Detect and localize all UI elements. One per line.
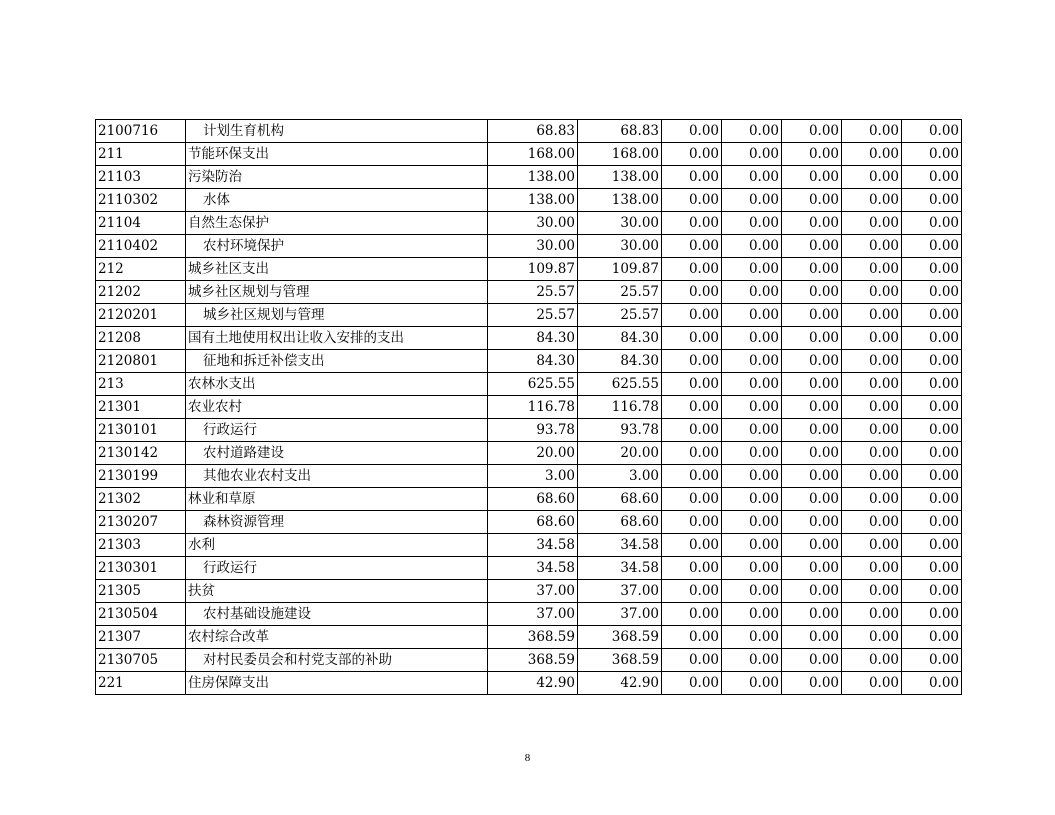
- table-row: [96, 557, 962, 580]
- subject-name-cell: 农林水支出: [186, 373, 488, 396]
- subject-code-cell: 2130301: [96, 557, 186, 580]
- amount-cell: 168.00: [488, 143, 578, 166]
- amount-cell: 0.00: [662, 396, 722, 419]
- amount-cell: 0.00: [842, 488, 902, 511]
- amount-cell: 68.60: [488, 488, 578, 511]
- page-number: 8: [524, 752, 531, 764]
- subject-name-cell: 农村基础设施建设: [186, 603, 488, 626]
- amount-cell: 0.00: [782, 189, 842, 212]
- amount-cell: 0.00: [842, 120, 902, 143]
- table-row: [96, 603, 962, 626]
- amount-cell: 0.00: [662, 304, 722, 327]
- amount-cell: 84.30: [488, 327, 578, 350]
- amount-cell: 0.00: [662, 649, 722, 672]
- amount-cell: 0.00: [662, 442, 722, 465]
- amount-cell: 0.00: [842, 304, 902, 327]
- amount-cell: 138.00: [578, 189, 662, 212]
- amount-cell: 0.00: [902, 557, 962, 580]
- amount-cell: 0.00: [722, 580, 782, 603]
- subject-code-cell: 2130101: [96, 419, 186, 442]
- subject-code-cell: 2100716: [96, 120, 186, 143]
- subject-name-cell: 计划生育机构: [186, 120, 488, 143]
- amount-cell: 84.30: [578, 327, 662, 350]
- subject-code-cell: 2130199: [96, 465, 186, 488]
- amount-cell: 0.00: [842, 327, 902, 350]
- amount-cell: 0.00: [842, 212, 902, 235]
- amount-cell: 0.00: [902, 396, 962, 419]
- amount-cell: 0.00: [662, 281, 722, 304]
- amount-cell: 0.00: [722, 235, 782, 258]
- table-row: [96, 419, 962, 442]
- amount-cell: 625.55: [488, 373, 578, 396]
- amount-cell: 0.00: [662, 603, 722, 626]
- amount-cell: 0.00: [722, 419, 782, 442]
- amount-cell: 0.00: [662, 626, 722, 649]
- amount-cell: 368.59: [488, 626, 578, 649]
- amount-cell: 25.57: [578, 281, 662, 304]
- amount-cell: 0.00: [782, 557, 842, 580]
- amount-cell: 0.00: [722, 672, 782, 695]
- amount-cell: 37.00: [488, 603, 578, 626]
- amount-cell: 0.00: [722, 603, 782, 626]
- amount-cell: 0.00: [902, 419, 962, 442]
- amount-cell: 37.00: [488, 580, 578, 603]
- table-row: [96, 465, 962, 488]
- amount-cell: 0.00: [842, 580, 902, 603]
- amount-cell: 0.00: [662, 534, 722, 557]
- amount-cell: 0.00: [782, 488, 842, 511]
- amount-cell: 0.00: [842, 189, 902, 212]
- subject-name-cell: 住房保障支出: [186, 672, 488, 695]
- subject-code-cell: 21202: [96, 281, 186, 304]
- subject-name-cell: 自然生态保护: [186, 212, 488, 235]
- amount-cell: 0.00: [662, 511, 722, 534]
- amount-cell: 0.00: [842, 557, 902, 580]
- amount-cell: 0.00: [902, 373, 962, 396]
- amount-cell: 116.78: [488, 396, 578, 419]
- amount-cell: 0.00: [842, 396, 902, 419]
- amount-cell: 0.00: [722, 258, 782, 281]
- amount-cell: 0.00: [722, 511, 782, 534]
- amount-cell: 0.00: [842, 281, 902, 304]
- subject-code-cell: 21104: [96, 212, 186, 235]
- amount-cell: 0.00: [782, 534, 842, 557]
- subject-code-cell: 2130705: [96, 649, 186, 672]
- amount-cell: 68.83: [488, 120, 578, 143]
- amount-cell: 0.00: [902, 304, 962, 327]
- amount-cell: 0.00: [662, 465, 722, 488]
- amount-cell: 109.87: [488, 258, 578, 281]
- amount-cell: 30.00: [488, 235, 578, 258]
- amount-cell: 0.00: [782, 258, 842, 281]
- amount-cell: 20.00: [488, 442, 578, 465]
- amount-cell: 0.00: [842, 442, 902, 465]
- subject-code-cell: 21103: [96, 166, 186, 189]
- amount-cell: 0.00: [902, 120, 962, 143]
- subject-code-cell: 2130142: [96, 442, 186, 465]
- amount-cell: 0.00: [722, 534, 782, 557]
- subject-name-cell: 行政运行: [186, 419, 488, 442]
- amount-cell: 93.78: [488, 419, 578, 442]
- amount-cell: 34.58: [578, 557, 662, 580]
- subject-name-cell: 征地和拆迁补偿支出: [186, 350, 488, 373]
- table-row: [96, 143, 962, 166]
- amount-cell: 368.59: [578, 649, 662, 672]
- amount-cell: 3.00: [578, 465, 662, 488]
- amount-cell: 0.00: [662, 166, 722, 189]
- amount-cell: 0.00: [662, 580, 722, 603]
- amount-cell: 0.00: [662, 327, 722, 350]
- budget-table: [95, 119, 962, 695]
- amount-cell: 37.00: [578, 603, 662, 626]
- amount-cell: 0.00: [902, 580, 962, 603]
- amount-cell: 0.00: [902, 258, 962, 281]
- subject-name-cell: 森林资源管理: [186, 511, 488, 534]
- subject-name-cell: 农村环境保护: [186, 235, 488, 258]
- subject-code-cell: 21208: [96, 327, 186, 350]
- subject-name-cell: 扶贫: [186, 580, 488, 603]
- amount-cell: 0.00: [662, 672, 722, 695]
- amount-cell: 0.00: [662, 189, 722, 212]
- amount-cell: 0.00: [782, 419, 842, 442]
- amount-cell: 0.00: [902, 281, 962, 304]
- amount-cell: 0.00: [842, 166, 902, 189]
- amount-cell: 0.00: [722, 143, 782, 166]
- subject-code-cell: 2130504: [96, 603, 186, 626]
- amount-cell: 37.00: [578, 580, 662, 603]
- amount-cell: 0.00: [782, 304, 842, 327]
- table-row: [96, 281, 962, 304]
- amount-cell: 0.00: [902, 465, 962, 488]
- amount-cell: 0.00: [782, 373, 842, 396]
- amount-cell: 0.00: [842, 465, 902, 488]
- subject-name-cell: 对村民委员会和村党支部的补助: [186, 649, 488, 672]
- amount-cell: 34.58: [488, 557, 578, 580]
- amount-cell: 138.00: [578, 166, 662, 189]
- amount-cell: 3.00: [488, 465, 578, 488]
- amount-cell: 34.58: [578, 534, 662, 557]
- amount-cell: 0.00: [902, 166, 962, 189]
- amount-cell: 138.00: [488, 189, 578, 212]
- amount-cell: 0.00: [842, 534, 902, 557]
- amount-cell: 68.60: [488, 511, 578, 534]
- amount-cell: 0.00: [782, 143, 842, 166]
- amount-cell: 0.00: [842, 672, 902, 695]
- amount-cell: 0.00: [902, 212, 962, 235]
- amount-cell: 0.00: [722, 442, 782, 465]
- subject-name-cell: 其他农业农村支出: [186, 465, 488, 488]
- amount-cell: 0.00: [782, 350, 842, 373]
- amount-cell: 0.00: [722, 557, 782, 580]
- amount-cell: 368.59: [488, 649, 578, 672]
- amount-cell: 0.00: [842, 419, 902, 442]
- subject-code-cell: 211: [96, 143, 186, 166]
- table-body: [96, 120, 962, 695]
- amount-cell: 0.00: [842, 143, 902, 166]
- table-row: [96, 626, 962, 649]
- amount-cell: 25.57: [488, 281, 578, 304]
- subject-name-cell: 国有土地使用权出让收入安排的支出: [186, 327, 488, 350]
- amount-cell: 0.00: [782, 327, 842, 350]
- subject-name-cell: 农业农村: [186, 396, 488, 419]
- table-row: [96, 327, 962, 350]
- amount-cell: 0.00: [782, 235, 842, 258]
- table-row: [96, 534, 962, 557]
- amount-cell: 0.00: [902, 327, 962, 350]
- table-row: [96, 304, 962, 327]
- table-row: [96, 120, 962, 143]
- amount-cell: 30.00: [578, 212, 662, 235]
- amount-cell: 0.00: [902, 350, 962, 373]
- amount-cell: 0.00: [662, 350, 722, 373]
- amount-cell: 34.58: [488, 534, 578, 557]
- amount-cell: 68.60: [578, 488, 662, 511]
- subject-code-cell: 21307: [96, 626, 186, 649]
- amount-cell: 20.00: [578, 442, 662, 465]
- subject-code-cell: 2120201: [96, 304, 186, 327]
- subject-name-cell: 城乡社区支出: [186, 258, 488, 281]
- amount-cell: 0.00: [782, 672, 842, 695]
- amount-cell: 0.00: [782, 442, 842, 465]
- amount-cell: 0.00: [902, 511, 962, 534]
- amount-cell: 0.00: [722, 350, 782, 373]
- table-row: [96, 442, 962, 465]
- amount-cell: 0.00: [782, 649, 842, 672]
- amount-cell: 0.00: [782, 166, 842, 189]
- amount-cell: 168.00: [578, 143, 662, 166]
- amount-cell: 0.00: [902, 626, 962, 649]
- amount-cell: 0.00: [722, 649, 782, 672]
- amount-cell: 25.57: [488, 304, 578, 327]
- amount-cell: 625.55: [578, 373, 662, 396]
- table-row: [96, 189, 962, 212]
- amount-cell: 0.00: [722, 465, 782, 488]
- amount-cell: 0.00: [902, 189, 962, 212]
- table-row: [96, 649, 962, 672]
- subject-code-cell: 221: [96, 672, 186, 695]
- amount-cell: 0.00: [662, 373, 722, 396]
- subject-name-cell: 农村综合改革: [186, 626, 488, 649]
- amount-cell: 0.00: [722, 212, 782, 235]
- amount-cell: 0.00: [902, 488, 962, 511]
- subject-code-cell: 21301: [96, 396, 186, 419]
- amount-cell: 0.00: [902, 649, 962, 672]
- amount-cell: 0.00: [662, 212, 722, 235]
- amount-cell: 0.00: [842, 626, 902, 649]
- amount-cell: 42.90: [488, 672, 578, 695]
- amount-cell: 0.00: [842, 350, 902, 373]
- table-row: [96, 488, 962, 511]
- amount-cell: 368.59: [578, 626, 662, 649]
- subject-name-cell: 农村道路建设: [186, 442, 488, 465]
- subject-code-cell: 21303: [96, 534, 186, 557]
- amount-cell: 0.00: [782, 120, 842, 143]
- subject-name-cell: 城乡社区规划与管理: [186, 304, 488, 327]
- amount-cell: 0.00: [662, 120, 722, 143]
- subject-name-cell: 污染防治: [186, 166, 488, 189]
- subject-code-cell: 212: [96, 258, 186, 281]
- amount-cell: 138.00: [488, 166, 578, 189]
- table-row: [96, 580, 962, 603]
- subject-name-cell: 林业和草原: [186, 488, 488, 511]
- amount-cell: 109.87: [578, 258, 662, 281]
- amount-cell: 0.00: [662, 235, 722, 258]
- amount-cell: 42.90: [578, 672, 662, 695]
- amount-cell: 0.00: [842, 649, 902, 672]
- amount-cell: 0.00: [722, 281, 782, 304]
- amount-cell: 0.00: [842, 603, 902, 626]
- subject-name-cell: 水利: [186, 534, 488, 557]
- amount-cell: 0.00: [842, 258, 902, 281]
- amount-cell: 0.00: [722, 396, 782, 419]
- amount-cell: 0.00: [662, 557, 722, 580]
- amount-cell: 0.00: [722, 120, 782, 143]
- subject-name-cell: 行政运行: [186, 557, 488, 580]
- amount-cell: 0.00: [662, 488, 722, 511]
- table-row: [96, 511, 962, 534]
- amount-cell: 68.83: [578, 120, 662, 143]
- amount-cell: 0.00: [902, 143, 962, 166]
- subject-code-cell: 21302: [96, 488, 186, 511]
- subject-code-cell: 213: [96, 373, 186, 396]
- subject-name-cell: 水体: [186, 189, 488, 212]
- amount-cell: 84.30: [488, 350, 578, 373]
- amount-cell: 0.00: [722, 327, 782, 350]
- amount-cell: 0.00: [722, 488, 782, 511]
- table-row: [96, 212, 962, 235]
- amount-cell: 0.00: [902, 534, 962, 557]
- amount-cell: 0.00: [722, 373, 782, 396]
- subject-code-cell: 2130207: [96, 511, 186, 534]
- table-row: [96, 235, 962, 258]
- table-row: [96, 166, 962, 189]
- amount-cell: 0.00: [782, 396, 842, 419]
- table-row: [96, 672, 962, 695]
- subject-name-cell: 节能环保支出: [186, 143, 488, 166]
- amount-cell: 0.00: [842, 373, 902, 396]
- table-row: [96, 396, 962, 419]
- amount-cell: 0.00: [902, 672, 962, 695]
- amount-cell: 0.00: [782, 465, 842, 488]
- amount-cell: 30.00: [488, 212, 578, 235]
- amount-cell: 0.00: [782, 603, 842, 626]
- amount-cell: 0.00: [902, 442, 962, 465]
- amount-cell: 25.57: [578, 304, 662, 327]
- amount-cell: 0.00: [782, 281, 842, 304]
- amount-cell: 0.00: [722, 189, 782, 212]
- amount-cell: 93.78: [578, 419, 662, 442]
- amount-cell: 0.00: [722, 626, 782, 649]
- amount-cell: 0.00: [782, 511, 842, 534]
- amount-cell: 0.00: [722, 304, 782, 327]
- amount-cell: 116.78: [578, 396, 662, 419]
- amount-cell: 0.00: [662, 419, 722, 442]
- amount-cell: 0.00: [722, 166, 782, 189]
- amount-cell: 0.00: [842, 511, 902, 534]
- subject-code-cell: 2110302: [96, 189, 186, 212]
- subject-code-cell: 2120801: [96, 350, 186, 373]
- subject-name-cell: 城乡社区规划与管理: [186, 281, 488, 304]
- amount-cell: 84.30: [578, 350, 662, 373]
- amount-cell: 0.00: [782, 626, 842, 649]
- amount-cell: 0.00: [842, 235, 902, 258]
- amount-cell: 0.00: [782, 580, 842, 603]
- amount-cell: 0.00: [662, 143, 722, 166]
- amount-cell: 68.60: [578, 511, 662, 534]
- table-row: [96, 350, 962, 373]
- subject-code-cell: 2110402: [96, 235, 186, 258]
- table-row: [96, 373, 962, 396]
- amount-cell: 0.00: [902, 235, 962, 258]
- amount-cell: 0.00: [902, 603, 962, 626]
- table-row: [96, 258, 962, 281]
- amount-cell: 30.00: [578, 235, 662, 258]
- subject-code-cell: 21305: [96, 580, 186, 603]
- amount-cell: 0.00: [782, 212, 842, 235]
- amount-cell: 0.00: [662, 258, 722, 281]
